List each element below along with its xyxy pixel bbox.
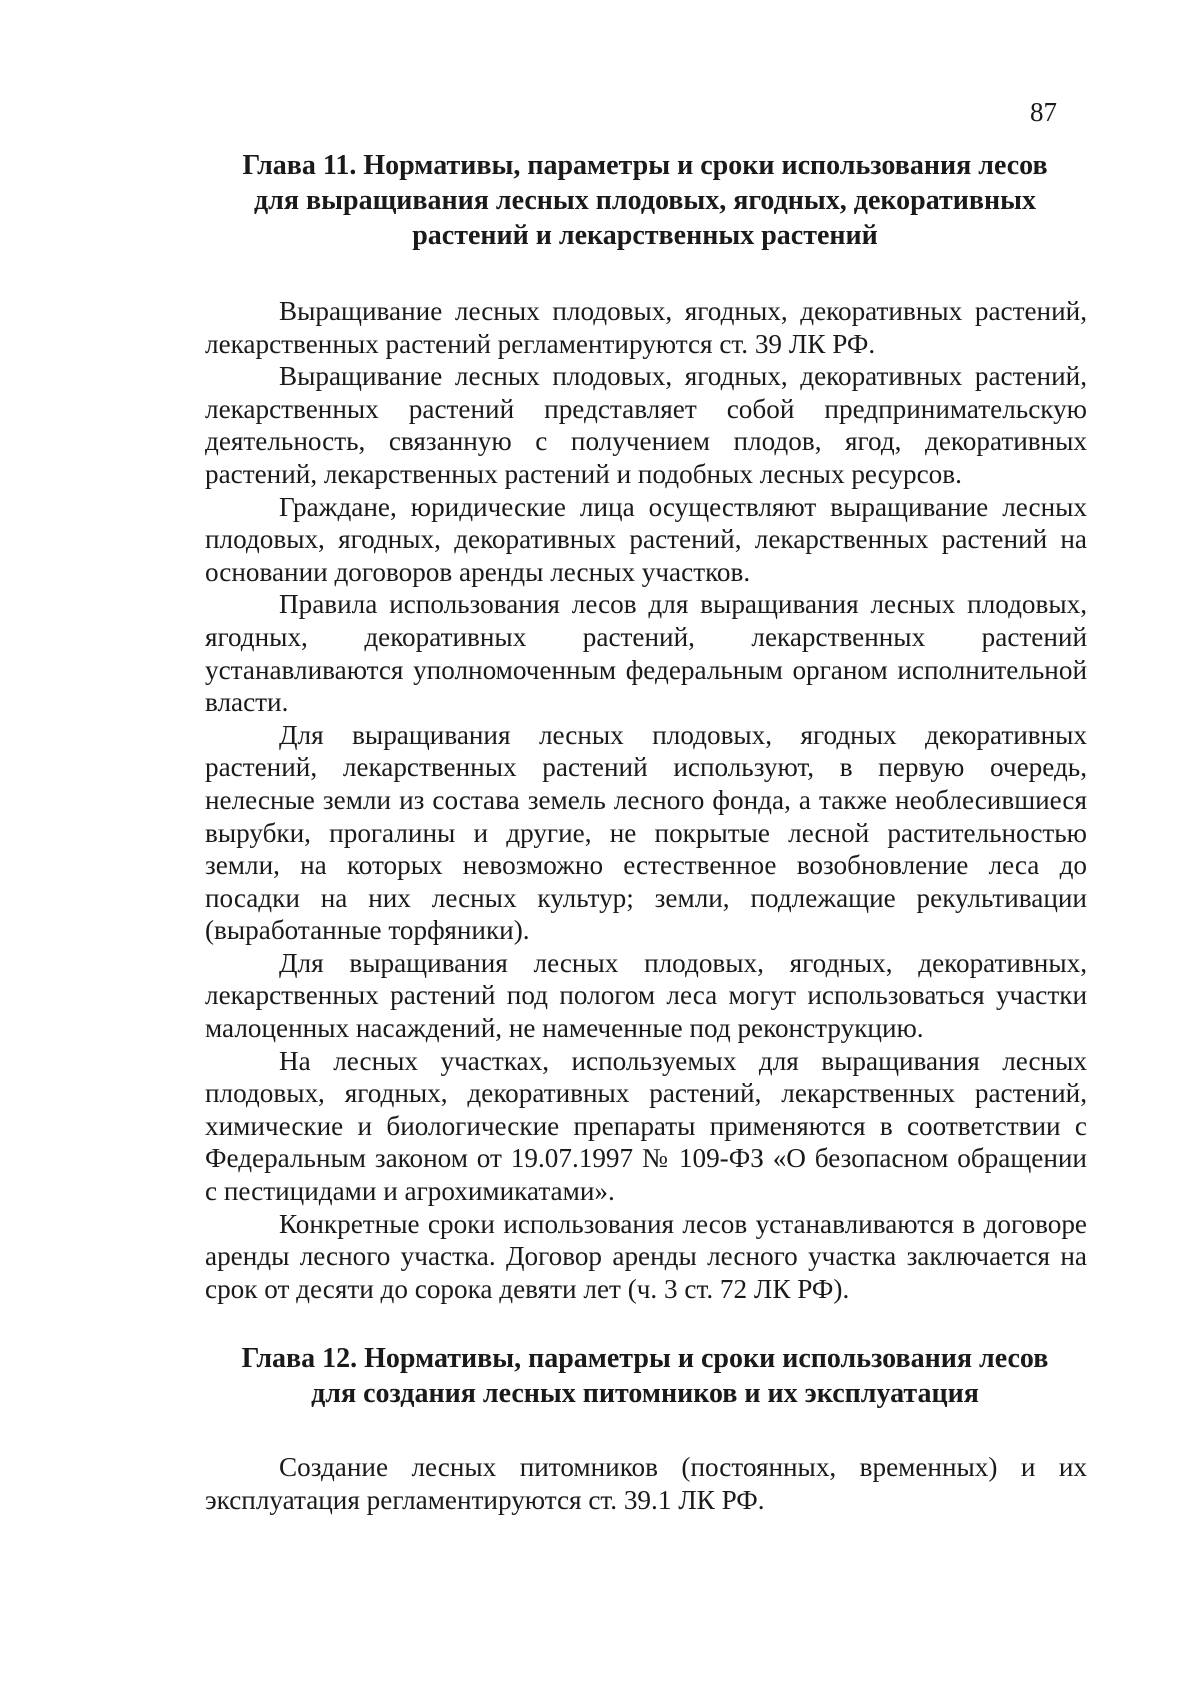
page-number: 87 (1030, 97, 1057, 127)
paragraph: Граждане, юридические лица осуществляют выращивание лесных плодовых, ягодных, декоративных растений, лекарственных растений на основании договоров аренды лесных участков. (205, 491, 1087, 587)
heading-line: для выращивания лесных плодовых, ягодных, декоративных (254, 185, 1036, 216)
chapter-12-body (205, 1451, 1087, 1516)
paragraph: Выращивание лесных плодовых, ягодных, декоративных растений, лекарственных растений регламентируются ст. 39 ЛК РФ. (205, 296, 1087, 359)
chapter-11-body (205, 295, 1087, 1305)
heading-line: Глава 11. Нормативы, параметры и сроки использования лесов (242, 150, 1048, 181)
paragraph: Для выращивания лесных плодовых, ягодных декоративных растений, лекарственных растений используют, в первую очередь, нелесные земли из состава земель лесного фонда, а также необлесившиеся вырубки, прогалины и другие, не покрытые лесной растительностью земли, на которых невозможно естественное возобновление леса до посадки на них лесных культур; земли, подлежащие рекультивации (выработанные торфяники). (205, 719, 1087, 946)
heading-line: растений и лекарственных растений (412, 220, 878, 251)
paragraph: Выращивание лесных плодовых, ягодных, декоративных растений, лекарственных растений представляет собой предпринимательскую деятельность, связанную с получением плодов, ягод, декоративных растений, лекарственных растений и подобных лесных ресурсов. (205, 361, 1087, 489)
heading-line: для создания лесных питомников и их эксплуатация (311, 1378, 979, 1409)
paragraph: На лесных участках, используемых для выращивания лесных плодовых, ягодных, декоративных растений, лекарственных растений, химические и биологические препараты применяются в соответствии с Федеральным законом от 19.07.1997 № 109-ФЗ «О безопасном обращении с пестицидами и агрохимикатами». (205, 1045, 1087, 1207)
chapter-12-heading (205, 1341, 1085, 1411)
paragraph: Создание лесных питомников (постоянных, временных) и их эксплуатация регламентируются ст. 39.1 ЛК РФ. (205, 1452, 1087, 1515)
chapter-11-heading (205, 148, 1085, 253)
heading-line: Глава 12. Нормативы, параметры и сроки использования лесов (241, 1343, 1049, 1374)
paragraph: Для выращивания лесных плодовых, ягодных, декоративных, лекарственных растений под пологом леса могут использоваться участки малоценных насаждений, не намеченные под реконструкцию. (205, 947, 1087, 1044)
paragraph: Правила использования лесов для выращивания лесных плодовых, ягодных, декоративных растений, лекарственных растений устанавливаются уполномоченным федеральным органом исполнительной власти. (205, 589, 1087, 718)
paragraph: Конкретные сроки использования лесов устанавливаются в договоре аренды лесного участка. Договор аренды лесного участка заключается на срок от десяти до сорока девяти лет (ч. 3 ст. 72 ЛК РФ). (205, 1208, 1087, 1304)
